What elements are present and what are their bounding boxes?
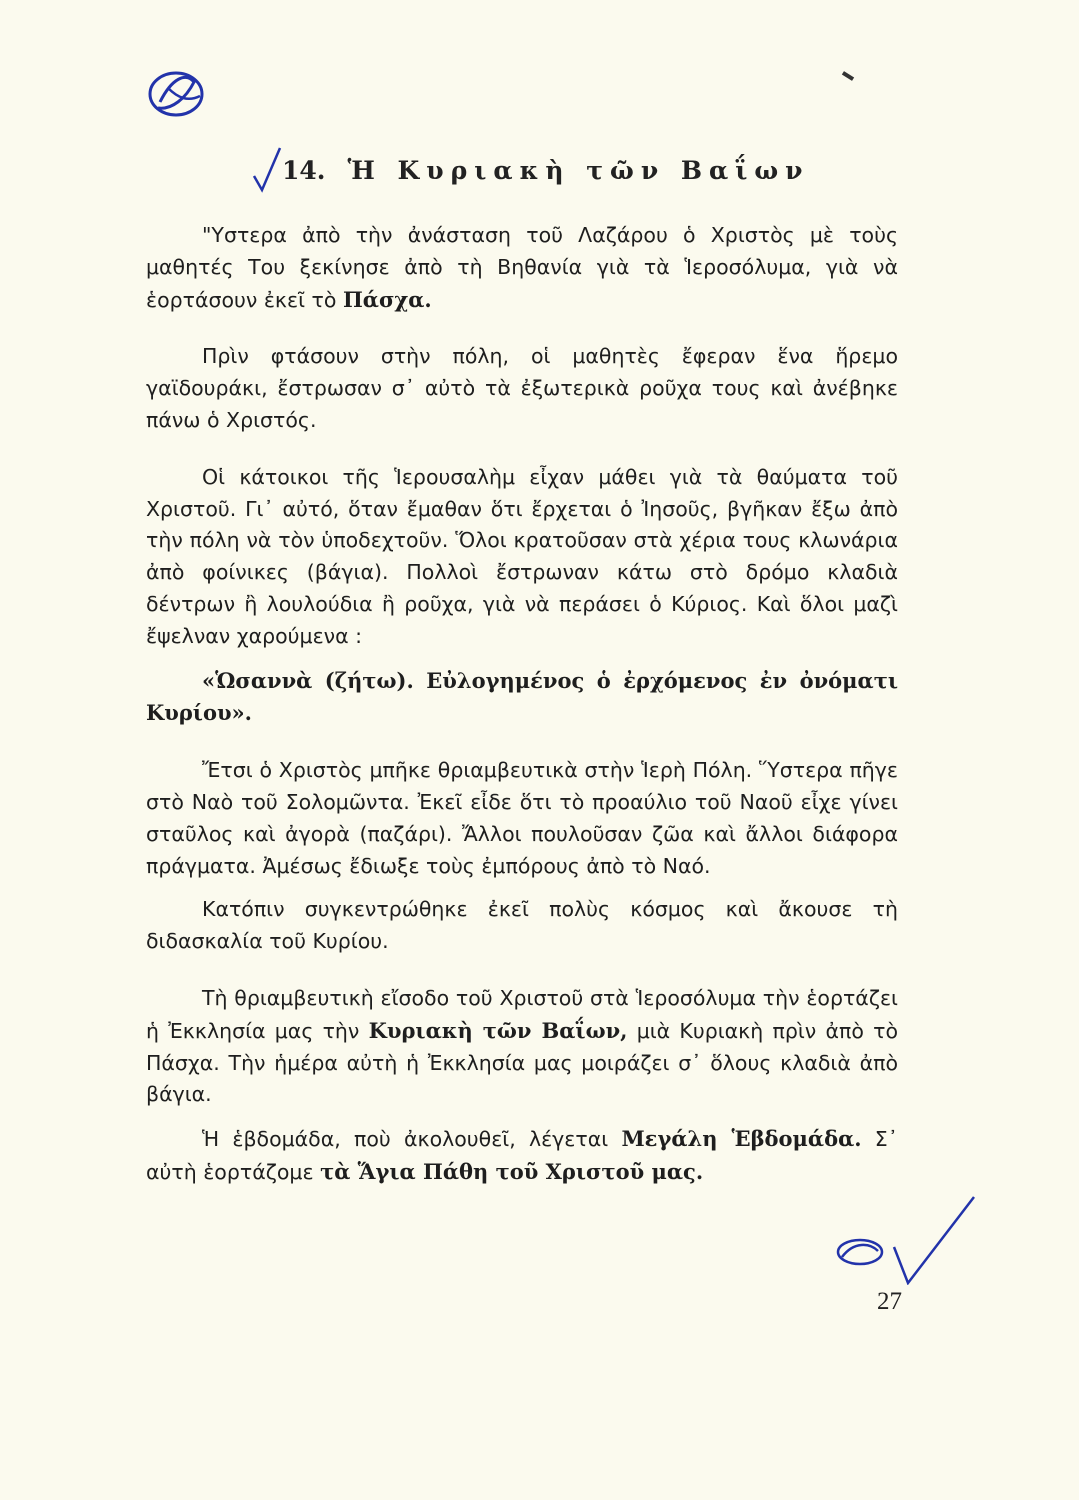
handwritten-check-icon	[812, 1195, 982, 1285]
paragraph	[146, 1123, 898, 1189]
bold-run: Μεγάλη Ἑβδομάδα.	[621, 1126, 862, 1152]
paragraph	[146, 220, 898, 316]
paragraph	[146, 983, 898, 1111]
text-run: Οἱ κάτοικοι τῆς Ἱερουσαλὴμ εἶχαν μάθει γιὰ τὰ θαύματα τοῦ Χριστοῦ. Γι᾿ αὐτό, ὅταν ἔμαθαν ὅτι ἔρχεται ὁ Ἰησοῦς, βγῆκαν ἔξω ἀπὸ τὴν πόλη νὰ τὸν ὑποδεχτοῦν. Ὅλοι κρατοῦσαν στὰ χέρια τους κλωνάρια ἀπὸ φοίνικες (βάγια). Πολλοὶ ἔστρωναν κάτω στὸ δρόμο κλαδιὰ δέντρων ἢ λουλούδια ἢ ροῦχα, γιὰ νὰ περάσει ὁ Κύριος. Καὶ ὅλοι μαζὶ ἔψελναν χαρούμενα :	[146, 464, 898, 648]
lesson-title	[282, 156, 810, 185]
bold-run: τὰ Ἅγια Πάθη τοῦ Χριστοῦ μας.	[320, 1158, 704, 1184]
paragraph	[146, 894, 898, 958]
lesson-title-text: Ἡ Κυριακὴ τῶν Βαΐων	[347, 156, 810, 185]
title-row	[252, 146, 852, 196]
quote-paragraph	[146, 665, 898, 731]
bold-run: Κυριακὴ τῶν Βαΐων,	[368, 1017, 628, 1043]
text-run: "Υστερα ἀπὸ τὴν ἀνάσταση τοῦ Λαζάρου ὁ Χριστὸς μὲ τοὺς μαθητές Του ξεκίνησε ἀπὸ τὴ Βηθανία γιὰ τὰ Ἱεροσόλυμα, γιὰ νὰ ἑορτάσουν ἐκεῖ τὸ	[146, 223, 898, 312]
bold-run: Πάσχα.	[342, 286, 432, 312]
text-run: Τὴ θριαμβευτικὴ εἴσοδο τοῦ Χριστοῦ στὰ Ἱεροσόλυμα τὴν ἑορτάζει ἡ Ἐκκλησία μας τὴν	[146, 985, 898, 1043]
lesson-number: 14.	[282, 156, 326, 185]
text-run: Ἡ ἑβδομάδα, ποὺ ἀκολουθεῖ, λέγεται	[202, 1127, 622, 1152]
paragraph	[146, 755, 898, 882]
paragraph	[146, 341, 898, 436]
bold-run: «Ὡσαννὰ (ζήτω). Εὐλογημένος ὁ ἐρχόμενος ἐν ὀνόματι Κυρίου».	[146, 667, 898, 726]
text-run: Ἔτσι ὁ Χριστὸς μπῆκε θριαμβευτικὰ στὴν Ἱερὴ Πόλη. Ὕστερα πῆγε στὸ Ναὸ τοῦ Σολομῶντα. Ἐκεῖ εἶδε ὅτι τὸ προαύλιο τοῦ Ναοῦ εἶχε γίνει σταῦλος καὶ ἀγορὰ (παζάρι). Ἄλλοι πουλοῦσαν ζῶα καὶ ἄλλοι διάφορα πράγματα. Ἀμέσως ἔδιωξε τοὺς ἐμπόρους ἀπὸ τὸ Ναό.	[146, 758, 898, 878]
handwritten-mark-icon	[138, 58, 218, 128]
page-number: 27	[877, 1288, 902, 1315]
text-run: Πρὶν φτάσουν στὴν πόλη, οἱ μαθητὲς ἔφεραν ἕνα ἥρεμο γαϊδουράκι, ἔστρωσαν σ᾿ αὐτὸ τὰ ἐξωτερικὰ ροῦχα τους καὶ ἀνέβηκε πάνω ὁ Χριστός.	[146, 344, 898, 432]
text-run: μιὰ Κυριακὴ πρὶν ἀπὸ τὸ Πάσχα. Τὴν ἡμέρα αὐτὴ ἡ Ἐκκλησία μας μοιράζει σ᾿ ὅλους κλαδιὰ ἀπὸ βάγια.	[146, 1018, 898, 1107]
paragraph	[146, 462, 898, 653]
text-run: Κατόπιν συγκεντρώθηκε ἐκεῖ πολὺς κόσμος καὶ ἄκουσε τὴ διδασκαλία τοῦ Κυρίου.	[146, 897, 898, 954]
text-run: Σ᾿ αὐτὴ ἑορτάζομε	[146, 1127, 899, 1184]
stray-mark	[842, 71, 854, 81]
lesson-body	[146, 220, 898, 1189]
